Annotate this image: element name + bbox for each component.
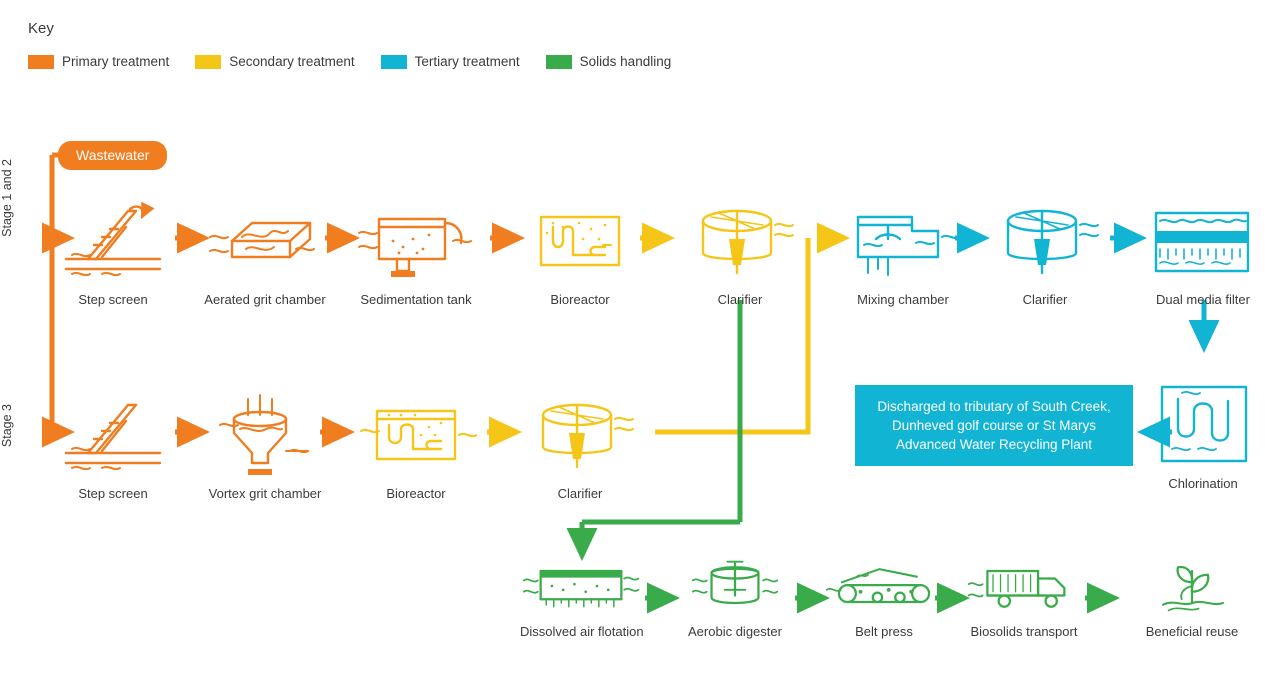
chlorination-icon <box>1142 380 1264 470</box>
node-label: Step screen <box>78 292 148 307</box>
legend-swatch-solids <box>546 55 572 69</box>
legend-label-tertiary: Tertiary treatment <box>414 54 520 69</box>
stage-label-1-and-2: Stage 1 and 2 <box>0 159 14 237</box>
stage-label-3: Stage 3 <box>0 404 14 448</box>
node-bioreactor-bottom[interactable] <box>355 390 477 502</box>
legend <box>28 54 697 69</box>
node-biosolids-transport[interactable] <box>963 556 1085 640</box>
node-label: Dual media filter <box>1156 292 1250 307</box>
plant-icon <box>1131 556 1253 618</box>
clarifier-icon <box>679 196 801 286</box>
node-aerobic-digester[interactable] <box>674 556 796 640</box>
node-label: Vortex grit chamber <box>208 486 322 501</box>
node-chlorination[interactable] <box>1142 380 1264 492</box>
aerated-grit-chamber-icon <box>204 196 326 286</box>
legend-item-primary <box>28 54 169 69</box>
node-label: Aerated grit chamber <box>204 292 326 307</box>
legend-swatch-secondary <box>195 55 221 69</box>
clarifier-icon <box>984 196 1106 286</box>
step-screen-icon <box>52 196 174 286</box>
dual-media-filter-icon <box>1142 196 1264 286</box>
step-screen-icon <box>52 390 174 480</box>
legend-label-primary: Primary treatment <box>62 54 170 69</box>
node-label: Sedimentation tank <box>360 292 472 307</box>
wastewater-input-label: Wastewater <box>58 141 167 170</box>
node-label: Beneficial reuse <box>1145 624 1239 639</box>
node-label: Mixing chamber <box>857 292 949 307</box>
legend-label-solids: Solids handling <box>579 54 672 69</box>
legend-swatch-tertiary <box>381 55 407 69</box>
legend-label-secondary: Secondary treatment <box>229 54 355 69</box>
clarifier-icon <box>519 390 641 480</box>
legend-item-tertiary <box>381 54 520 69</box>
node-clarifier-top[interactable] <box>679 196 801 308</box>
node-belt-press[interactable] <box>823 556 945 640</box>
mixing-chamber-icon <box>842 196 964 286</box>
node-aerated-grit-chamber[interactable] <box>204 196 326 308</box>
node-label: Bioreactor <box>550 292 610 307</box>
discharge-callout: Discharged to tributary of South Creek, Dunheved golf course or St Marys Advanced Water Recycling Plant <box>855 385 1133 466</box>
node-step-screen-bottom[interactable] <box>52 390 174 502</box>
node-bioreactor-top[interactable] <box>519 196 641 308</box>
bioreactor-icon <box>355 390 477 480</box>
dissolved-air-flotation-icon <box>520 556 642 618</box>
node-mixing-chamber[interactable] <box>842 196 964 308</box>
node-label: Dissolved air flotation <box>520 624 644 639</box>
node-vortex-grit-chamber[interactable] <box>204 390 326 502</box>
node-clarifier-bottom[interactable] <box>519 390 641 502</box>
node-label: Step screen <box>78 486 148 501</box>
legend-item-solids <box>546 54 672 69</box>
node-sedimentation-tank[interactable] <box>355 196 477 308</box>
node-label: Bioreactor <box>386 486 446 501</box>
node-step-screen-top[interactable] <box>52 196 174 308</box>
legend-item-secondary <box>195 54 354 69</box>
node-label: Clarifier <box>557 486 603 501</box>
aerobic-digester-icon <box>674 556 796 618</box>
node-label: Chlorination <box>1168 476 1238 491</box>
node-clarifier-tertiary[interactable] <box>984 196 1106 308</box>
vortex-grit-chamber-icon <box>204 390 326 480</box>
node-label: Clarifier <box>717 292 763 307</box>
legend-swatch-primary <box>28 55 54 69</box>
node-label: Aerobic digester <box>688 624 782 639</box>
key-title: Key <box>28 20 54 37</box>
bioreactor-icon <box>519 196 641 286</box>
node-beneficial-reuse[interactable] <box>1131 556 1253 640</box>
belt-press-icon <box>823 556 945 618</box>
node-dissolved-air-flotation[interactable] <box>520 556 642 640</box>
node-label: Biosolids transport <box>970 624 1078 639</box>
truck-icon <box>963 556 1085 618</box>
node-label: Belt press <box>855 624 913 639</box>
node-label: Clarifier <box>1022 292 1068 307</box>
sedimentation-tank-icon <box>355 196 477 286</box>
node-dual-media-filter[interactable] <box>1142 196 1264 308</box>
